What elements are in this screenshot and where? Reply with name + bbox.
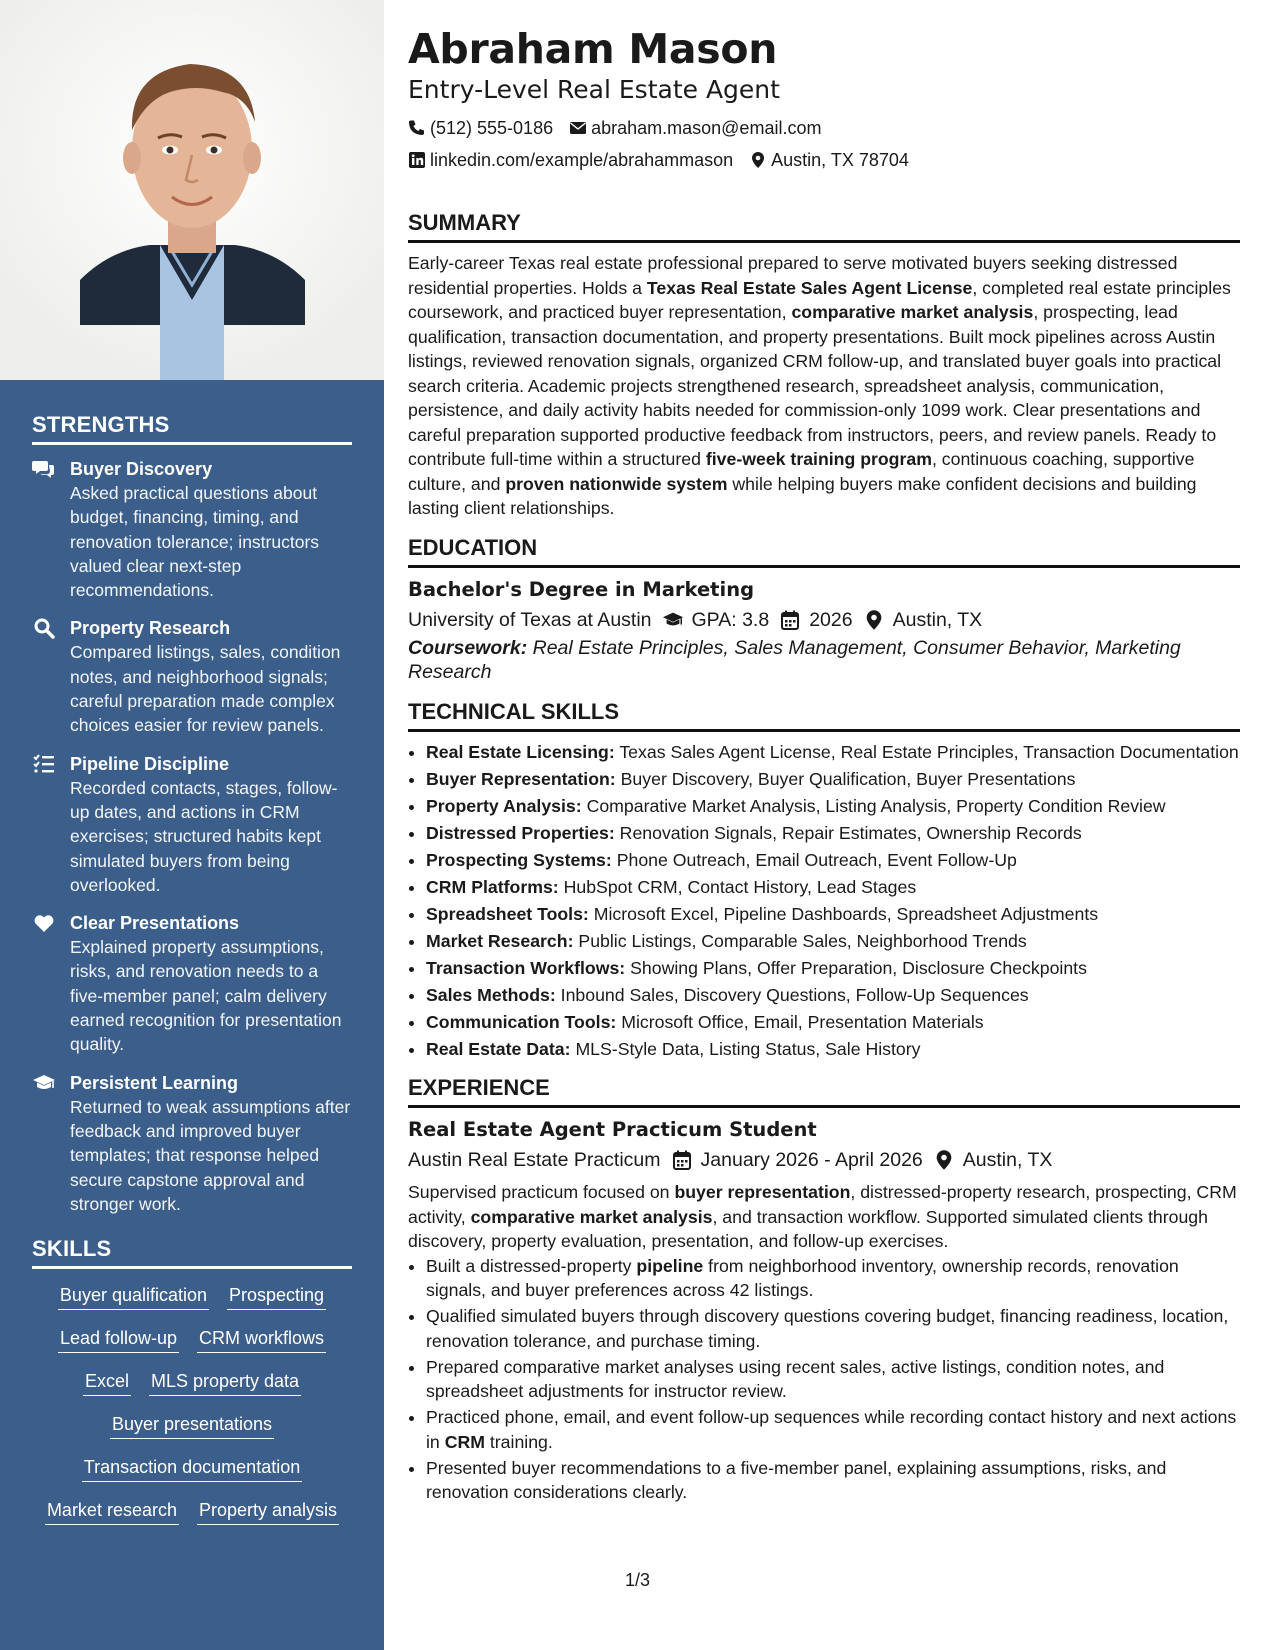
coursework [408,636,1240,685]
list-item [426,1355,1240,1404]
skill-row [32,1455,352,1482]
list-item [426,1304,1240,1353]
coursework-label: Coursework: [408,636,528,659]
bullet-segment: Practiced phone, email, and event follow-up sequences while recording contact history and next actions in [426,1407,1237,1452]
phone-number[interactable]: (512) 555-0186 [430,118,554,138]
list-item [426,902,1240,927]
skill-value: Comparative Market Analysis, Listing Analysis, Property Condition Review [586,795,1166,816]
skill-tag: Prospecting [227,1283,326,1310]
list-item [426,983,1240,1008]
technical-skills-heading: TECHNICAL SKILLS [408,699,1240,732]
skill-label: Prospecting Systems: [426,849,612,870]
gpa-value: GPA: 3.8 [691,608,770,631]
organization-name: Austin Real Estate Practicum [408,1149,661,1171]
skill-tag: Buyer qualification [58,1283,209,1310]
profile-photo [0,0,384,380]
bullet-segment: Prepared comparative market analyses using recent sales, active listings, condition notes, and spreadsheet adjustments for instructor review. [426,1356,1165,1401]
job-location: Austin, TX [962,1149,1053,1171]
map-pin-icon [863,609,885,631]
year-item [779,604,852,636]
list-item [426,956,1240,981]
contact-location [749,144,909,176]
skill-row [32,1412,352,1439]
location-text: Austin, TX 78704 [771,150,909,170]
strength-item [32,752,352,897]
skill-tag: Property analysis [197,1498,339,1525]
graduation-cap-icon [32,1072,56,1094]
skill-label: Buyer Representation: [426,768,616,789]
search-icon [32,617,56,639]
skill-tag: Market research [45,1498,179,1525]
skill-row [32,1283,352,1310]
degree-title: Bachelor's Degree in Marketing [408,577,755,601]
skill-value: Microsoft Excel, Pipeline Dashboards, Spreadsheet Adjustments [593,903,1099,924]
bullet-segment: training. [484,1431,553,1452]
job-location-item [933,1144,1053,1176]
skill-tag: CRM workflows [197,1326,326,1353]
technical-skills-section [408,699,1240,1062]
list-item [426,848,1240,873]
phone-icon [408,119,426,137]
skill-label: Communication Tools: [426,1011,617,1032]
skill-label: CRM Platforms: [426,876,559,897]
summary-segment: , completed real estate principles coursework, and practiced buyer representation, [408,277,1231,322]
contact-phone [408,112,553,144]
job-dates: January 2026 - April 2026 [700,1149,923,1171]
skill-label: Transaction Workflows: [426,957,626,978]
list-item [426,1405,1240,1454]
school-location: Austin, TX [892,608,983,631]
strength-item [32,616,352,737]
strength-text: Asked practical questions about budget, financing, timing, and renovation tolerance; instructors valued clear next-step recommendations. [70,483,320,601]
strength-title: Pipeline Discipline [70,753,230,774]
strength-item [32,911,352,1056]
skills-heading: SKILLS [32,1236,352,1269]
sidebar-content [32,412,352,1541]
strength-item [32,457,352,602]
sidebar [0,0,384,1650]
strength-title: Persistent Learning [70,1072,239,1093]
contact-line [408,144,1240,176]
list-item [426,740,1240,765]
education-heading: EDUCATION [408,535,1240,568]
linkedin-icon [408,151,426,169]
bullet-segment: Built a distressed-property [426,1255,637,1276]
experience-heading: EXPERIENCE [408,1075,1240,1108]
skill-label: Spreadsheet Tools: [426,903,589,924]
bullet-segment-bold: pipeline [636,1255,704,1276]
strength-item [32,1071,352,1216]
intro-segment: , and transaction workflow. Supported simulated clients through discovery, property evaluation, presentation, and follow-up exercises. [408,1206,1208,1251]
strength-title: Buyer Discovery [70,459,213,479]
skill-label: Real Estate Licensing: [426,741,615,762]
bullet-segment: from neighborhood inventory, ownership records, renovation signals, and buyer preferences across 42 listings. [426,1255,1179,1300]
bullet-segment: Qualified simulated buyers through discovery questions covering budget, financing readiness, location, renovation tolerance, and purchase timing. [426,1306,1229,1351]
list-item [426,794,1240,819]
school-name: University of Texas at Austin [408,608,652,631]
list-item [426,821,1240,846]
skill-row [32,1369,352,1396]
intro-segment: Supervised practicum focused on [408,1182,675,1202]
calendar-icon [779,609,801,631]
experience-section [408,1075,1240,1505]
portrait-illustration [0,0,384,380]
skill-tag: Buyer presentations [110,1412,274,1439]
skill-label: Property Analysis: [426,795,582,816]
skill-label: Distressed Properties: [426,822,615,843]
intro-segment-bold: comparative market analysis [470,1206,713,1227]
job-dates-item [671,1144,923,1176]
skill-tag: Transaction documentation [82,1455,302,1482]
skill-value: Microsoft Office, Email, Presentation Materials [621,1011,984,1032]
strength-text: Compared listings, sales, condition notes, and neighborhood signals; careful preparation made complex choices easier for review panels. [70,642,341,736]
intro-segment: , distressed-property research, prospecting, CRM activity, [408,1182,1237,1227]
contact-linkedin [408,144,733,176]
list-item [426,1037,1240,1062]
list-item [426,1010,1240,1035]
comments-icon [32,458,56,480]
list-item [426,875,1240,900]
summary-segment-bold: proven nationwide system [505,473,728,494]
skill-label: Real Estate Data: [426,1038,571,1059]
skill-value: Public Listings, Comparable Sales, Neighborhood Trends [578,930,1027,951]
skill-value: HubSpot CRM, Contact History, Lead Stages [563,876,917,897]
strengths-heading: STRENGTHS [32,412,352,445]
skill-value: Inbound Sales, Discovery Questions, Follow-Up Sequences [560,984,1029,1005]
summary-segment-bold: comparative market analysis [791,302,1034,322]
experience-bullets [408,1254,1240,1505]
summary-segment: Early-career Texas real estate professional prepared to serve motivated buyers seeking distressed residential properties. Holds a [408,253,1178,298]
skill-row [32,1498,352,1525]
strength-text: Returned to weak assumptions after feedback and improved buyer templates; that response helped secure capstone approval and stronger work. [70,1096,351,1214]
list-item [426,1254,1240,1303]
intro-segment-bold: buyer representation [674,1182,851,1202]
main-content [408,24,1240,1506]
education-section [408,535,1240,685]
summary-segment: , continuous coaching, supportive culture, and [408,449,1195,494]
envelope-icon [569,119,587,137]
coursework-list: Real Estate Principles, Sales Management, Consumer Behavior, Marketing Research [408,636,1181,683]
skill-value: Phone Outreach, Email Outreach, Event Follow-Up [616,849,1017,870]
skill-value: MLS-Style Data, Listing Status, Sale History [575,1038,921,1059]
strengths-list [32,457,352,1216]
map-pin-icon [749,151,767,169]
email-address[interactable]: abraham.mason@email.com [591,118,822,138]
skill-label: Market Research: [426,930,574,951]
list-item [426,929,1240,954]
graduation-cap-icon [662,609,684,631]
skill-label: Sales Methods: [426,984,556,1005]
candidate-name: Abraham Mason [408,25,778,73]
skill-tag: Excel [83,1369,131,1396]
skill-value: Showing Plans, Offer Preparation, Disclosure Checkpoints [630,957,1087,978]
skill-value: Texas Sales Agent License, Real Estate Principles, Transaction Documentation [619,741,1239,762]
strength-title: Clear Presentations [70,913,240,934]
summary-segment: while helping buyers make confident decisions and building lasting client relationships. [408,473,1197,518]
technical-skills-list [408,740,1240,1062]
experience-intro [408,1180,1240,1254]
calendar-icon [671,1149,693,1171]
summary-text [408,251,1240,521]
summary-segment: , prospecting, lead qualification, transaction documentation, and property presentations. Built mock pipelines across Austin listings, reviewed renovation signals, organized CRM follow-up, and translated buyer goals into practical search criteria. Academic projects strengthened research, spreadsheet analysis, communication, persistence, and daily activity habits needed for commission-only 1099 work. Clear presentations and careful preparation supported productive feedback from instructors, peers, and review panels. Ready to contribute full-time within a structured [408,302,1222,469]
gpa-item [662,604,770,636]
list-item [426,767,1240,792]
strength-title: Property Research [70,618,231,639]
linkedin-url[interactable]: linkedin.com/example/abrahammason [430,150,734,170]
graduation-year: 2026 [809,608,853,631]
contact-line [408,112,1240,144]
strength-text: Recorded contacts, stages, follow-up dates, and actions in CRM exercises; structured habits kept simulated buyers from being overlooked. [70,777,338,895]
skill-tag: MLS property data [149,1369,301,1396]
skill-tags [32,1283,352,1541]
candidate-role: Entry-Level Real Estate Agent [408,75,780,104]
school-location-item [863,604,983,636]
contact-email [569,112,821,144]
summary-segment-bold: five-week training program [705,449,932,469]
skill-value: Renovation Signals, Repair Estimates, Ownership Records [619,822,1082,843]
summary-segment-bold: Texas Real Estate Sales Agent License [646,277,973,298]
map-pin-icon [933,1149,955,1171]
skill-tag: Lead follow-up [58,1326,179,1353]
bullet-segment: Presented buyer recommendations to a five-member panel, explaining assumptions, risks, and renovation considerations clearly. [426,1457,1167,1502]
heart-icon [32,912,56,934]
job-title: Real Estate Agent Practicum Student [408,1118,817,1141]
bullet-segment-bold: CRM [444,1431,485,1452]
skill-row [32,1326,352,1353]
skill-value: Buyer Discovery, Buyer Qualification, Buyer Presentations [620,768,1076,789]
page-number: 1/3 [624,1570,651,1590]
checklist-icon [32,753,56,775]
list-item [426,1456,1240,1505]
education-details [408,604,1240,636]
strength-text: Explained property assumptions, risks, and renovation needs to a five-member panel; calm delivery earned recognition for presentation quality. [70,937,342,1055]
job-details [408,1144,1240,1176]
summary-heading: SUMMARY [408,210,1240,243]
